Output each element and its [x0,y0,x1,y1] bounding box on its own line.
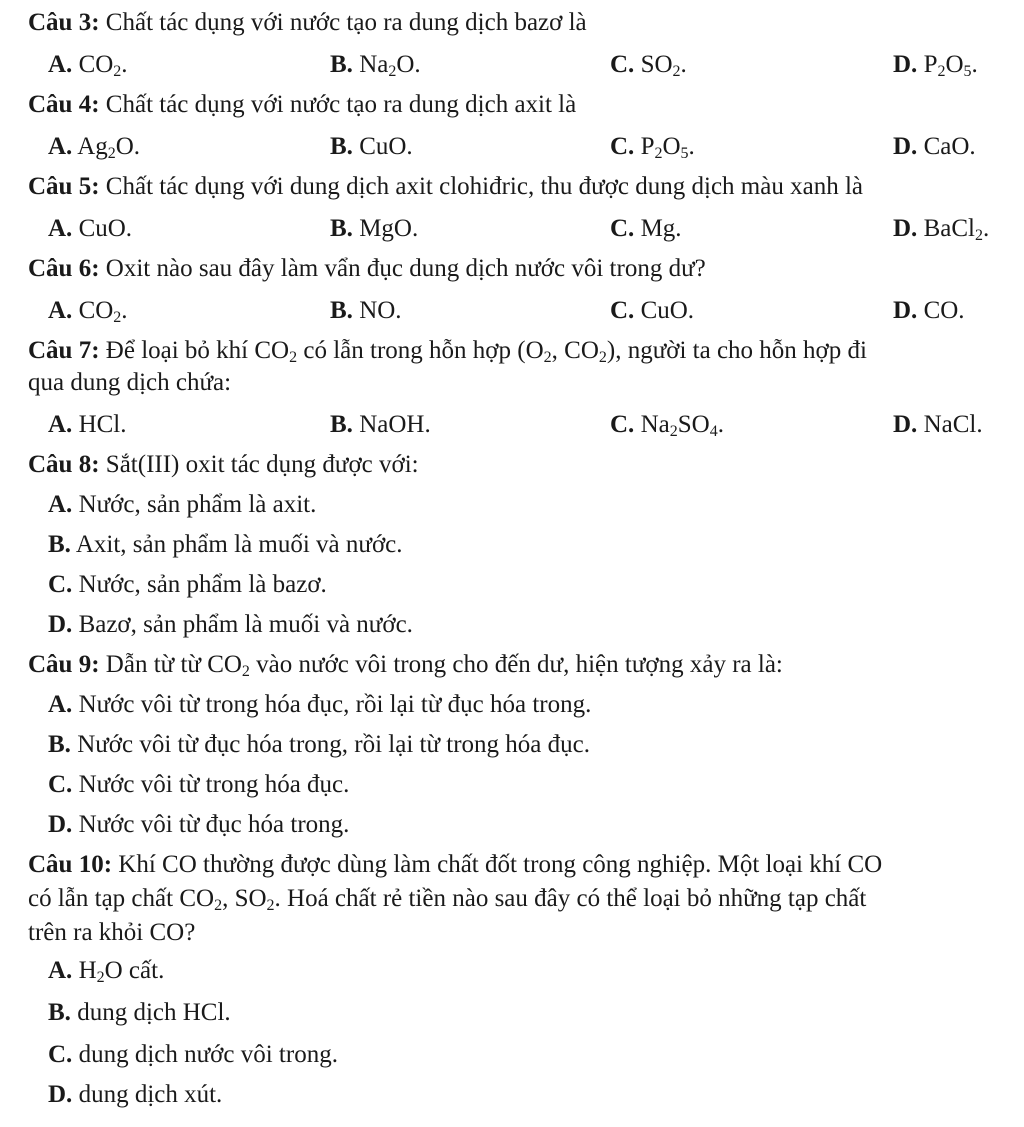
option-text: Na [359,51,389,78]
question-9 [28,650,783,680]
option-b [48,998,231,1028]
option-text: H [78,957,97,984]
question-label: Câu 3: [28,9,100,36]
option-text: NO. [359,297,402,324]
option-text: CuO. [359,133,413,160]
question-7 [28,336,867,366]
option-text: Nước vôi từ đục hóa trong, rồi lại từ trong hóa đục. [77,731,590,758]
option-text: , SO [222,885,267,912]
subscript: 2 [543,349,552,366]
option-label: D. [48,1081,73,1108]
question-4 [28,90,576,120]
option-label: A. [48,297,73,324]
option-label: A. [48,215,73,242]
option-text: . [717,411,724,438]
option-d [48,810,349,840]
option-label: B. [330,51,353,78]
question-label: Câu 10: [28,851,113,878]
option-text: CaO. [923,133,976,160]
option-text: . [982,215,990,242]
option-text: , CO [551,337,599,364]
option-text: CO [78,51,114,78]
option-label: B. [330,215,353,242]
option-text: dung dịch xút. [78,1081,223,1108]
option-text: Na [640,411,670,438]
option-text: O [945,51,964,78]
option-b [330,132,413,162]
option-label: B. [48,999,71,1026]
question-label: Câu 8: [28,451,100,478]
option-b [48,730,590,760]
option-text: CO [78,297,114,324]
question-3 [28,8,587,38]
question-text: Khí CO thường được dùng làm chất đốt trong công nghiệp. Một loại khí CO [118,851,883,878]
option-label: D. [893,51,918,78]
option-d [48,610,413,640]
option-text: O. [115,133,141,160]
option-text: CuO. [640,297,695,324]
subscript: 5 [680,145,689,162]
question-10-line-3: trên ra khỏi CO? [28,919,196,946]
option-label: D. [893,411,918,438]
option-text: SO [640,51,673,78]
option-text: Bazơ, sản phẩm là muối và nước. [78,611,413,638]
option-label: B. [330,133,353,160]
option-a [48,296,128,326]
option-label: D. [48,811,73,838]
subscript: 2 [598,349,607,366]
subscript: 5 [963,63,972,80]
option-c [48,1040,338,1070]
option-label: B. [48,731,71,758]
option-c [48,770,349,800]
option-text: . Hoá chất rẻ tiền nào sau đây có thể loại bỏ những tạp chất [274,885,867,912]
question-10-line-2 [28,884,866,914]
option-a [48,490,316,520]
subscript: 2 [113,63,122,80]
option-c [610,214,682,244]
subscript: 4 [709,423,718,440]
option-text: P [640,133,655,160]
option-d [893,296,965,326]
question-text [106,651,783,678]
subscript: 2 [96,969,105,986]
option-label: A. [48,51,73,78]
option-text: BaCl [923,215,975,242]
option-b [330,50,421,80]
option-d [48,1080,222,1110]
option-text: có lẫn trong hỗn hợp (O [297,337,544,364]
subscript: 2 [289,349,298,366]
question-8 [28,450,419,480]
option-text: dung dịch nước vôi trong. [78,1041,338,1068]
option-text: . [121,297,128,324]
question-7-line-2: qua dung dịch chứa: [28,369,232,396]
subscript: 2 [107,145,116,162]
option-label: B. [330,297,353,324]
option-text: Dẫn từ từ CO [105,651,242,678]
option-label: B. [48,531,71,558]
option-label: C. [48,571,73,598]
question-10 [28,850,882,880]
option-a [48,132,140,162]
option-text: . [121,51,128,78]
option-text: Mg. [640,215,682,242]
option-label: D. [893,297,918,324]
option-text: Để loại bỏ khí CO [105,337,290,364]
question-text [106,337,867,364]
question-label: Câu 9: [28,651,100,678]
option-text: O. [396,51,421,78]
option-label: A. [48,491,73,518]
option-text: . [971,51,978,78]
option-label: D. [48,611,73,638]
option-label: A. [48,691,73,718]
option-label: B. [330,411,353,438]
option-label: D. [893,133,918,160]
question-text: Sắt(III) oxit tác dụng được với: [105,451,419,478]
question-text: Chất tác dụng với dung dịch axit clohiđric, thu được dung dịch màu xanh là [105,173,863,200]
subscript: 2 [937,63,946,80]
option-text: có lẫn tạp chất CO [28,885,215,912]
question-text: Chất tác dụng với nước tạo ra dung dịch bazơ là [105,9,587,36]
option-label: A. [48,133,73,160]
option-label: C. [610,297,635,324]
option-c [610,132,695,162]
question-label: Câu 4: [28,91,100,118]
question-text: Oxit nào sau đây làm vẩn đục dung dịch nước vôi trong dư? [105,255,706,282]
option-text: O cất. [104,957,165,984]
option-text: Nước vôi từ trong hóa đục, rồi lại từ đục hóa trong. [78,691,592,718]
subscript: 2 [113,309,122,326]
option-label: C. [610,411,635,438]
subscript: 2 [672,63,681,80]
option-text: . [680,51,687,78]
question-label: Câu 5: [28,173,100,200]
question-5 [28,172,863,202]
subscript: 2 [654,145,663,162]
option-a [48,690,591,720]
option-d [893,214,989,244]
option-text: Nước vôi từ trong hóa đục. [78,771,350,798]
question-text: Chất tác dụng với nước tạo ra dung dịch axit là [105,91,577,118]
option-b [330,410,431,440]
option-text: NaCl. [923,411,983,438]
option-text: dung dịch HCl. [77,999,231,1026]
option-text: CO. [923,297,965,324]
question-label: Câu 6: [28,255,100,282]
option-b [330,214,418,244]
option-text: CuO. [78,215,133,242]
subscript: 2 [669,423,678,440]
option-label: C. [610,51,635,78]
option-label: A. [48,957,73,984]
option-a [48,214,132,244]
subscript: 2 [266,897,275,914]
option-b [48,530,403,560]
subscript: 2 [388,63,397,80]
option-c [610,296,694,326]
option-label: D. [893,215,918,242]
option-label: C. [610,133,635,160]
option-c [48,570,327,600]
subscript: 2 [974,227,983,244]
option-a [48,410,127,440]
option-text: Nước vôi từ đục hóa trong. [78,811,350,838]
option-a [48,50,128,80]
question-label: Câu 7: [28,337,100,364]
option-text: . [688,133,695,160]
option-text: Nước, sản phẩm là bazơ. [78,571,327,598]
option-d [893,410,983,440]
option-text: P [923,51,938,78]
subscript: 2 [214,897,223,914]
option-d [893,50,978,80]
option-c [610,50,687,80]
question-6 [28,254,706,284]
option-text: MgO. [359,215,419,242]
option-text: SO [677,411,710,438]
option-label: C. [48,771,73,798]
option-text: HCl. [78,411,127,438]
option-text: Axit, sản phẩm là muối và nước. [75,531,403,558]
option-label: C. [610,215,635,242]
option-text: Nước, sản phẩm là axit. [78,491,317,518]
subscript: 2 [241,663,250,680]
option-b [330,296,402,326]
option-text: vào nước vôi trong cho đến dư, hiện tượng xảy ra là: [249,651,783,678]
option-text: ), người ta cho hỗn hợp đi [606,337,867,364]
option-text: Ag [77,133,108,160]
option-text: O [662,133,681,160]
option-label: C. [48,1041,73,1068]
option-a [48,956,164,986]
option-label: A. [48,411,73,438]
option-d [893,132,976,162]
option-text: NaOH. [359,411,431,438]
option-c [610,410,724,440]
